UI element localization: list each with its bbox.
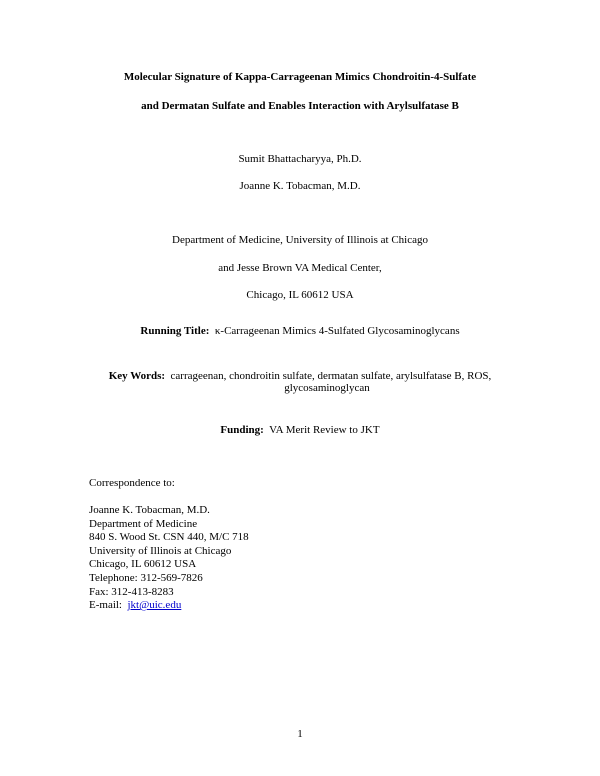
author-1: Sumit Bhattacharyya, Ph.D. [238, 153, 362, 165]
correspondence-heading: Correspondence to: [89, 477, 175, 489]
page-number: 1 [297, 728, 303, 740]
author-2: Joanne K. Tobacman, M.D. [239, 180, 361, 192]
email-link[interactable]: jkt@uic.edu [127, 599, 182, 612]
running-title [0, 325, 600, 337]
correspondence-city: Chicago, IL 60612 USA [89, 558, 197, 571]
title-line-2: and Dermatan Sulfate and Enables Interaction with Arylsulfatase B [141, 100, 459, 112]
key-words-value-line-1: carrageenan, chondroitin sulfate, dermatan sulfate, arylsulfatase B, ROS, [170, 370, 492, 382]
email-label: E-mail: [89, 599, 122, 612]
affiliation-line-3: Chicago, IL 60612 USA [246, 289, 354, 301]
correspondence-fax: Fax: 312-413-8283 [89, 585, 174, 598]
key-words [0, 370, 600, 382]
key-words-value-line-2: glycosaminoglycan [284, 382, 370, 394]
funding [0, 424, 600, 436]
key-words-label: Key Words: [108, 370, 166, 382]
running-title-label: Running Title: [140, 325, 210, 337]
affiliation-line-2: and Jesse Brown VA Medical Center, [218, 262, 382, 274]
correspondence-name: Joanne K. Tobacman, M.D. [89, 504, 210, 516]
funding-label: Funding: [220, 424, 264, 436]
running-title-value: κ-Carrageenan Mimics 4-Sulfated Glycosaminoglycans [214, 325, 460, 337]
correspondence-department: Department of Medicine [89, 517, 198, 530]
correspondence-street: 840 S. Wood St. CSN 440, M/C 718 [89, 531, 249, 544]
correspondence-university: University of Illinois at Chicago [89, 544, 232, 557]
correspondence-email-line [89, 599, 249, 613]
correspondence-telephone: Telephone: 312-569-7826 [89, 571, 203, 584]
title-line-1: Molecular Signature of Kappa-Carrageenan Mimics Chondroitin-4-Sulfate [123, 71, 477, 83]
funding-value: VA Merit Review to JKT [269, 424, 380, 436]
correspondence-block [89, 504, 249, 613]
affiliation-line-1: Department of Medicine, University of Illinois at Chicago [172, 234, 428, 246]
